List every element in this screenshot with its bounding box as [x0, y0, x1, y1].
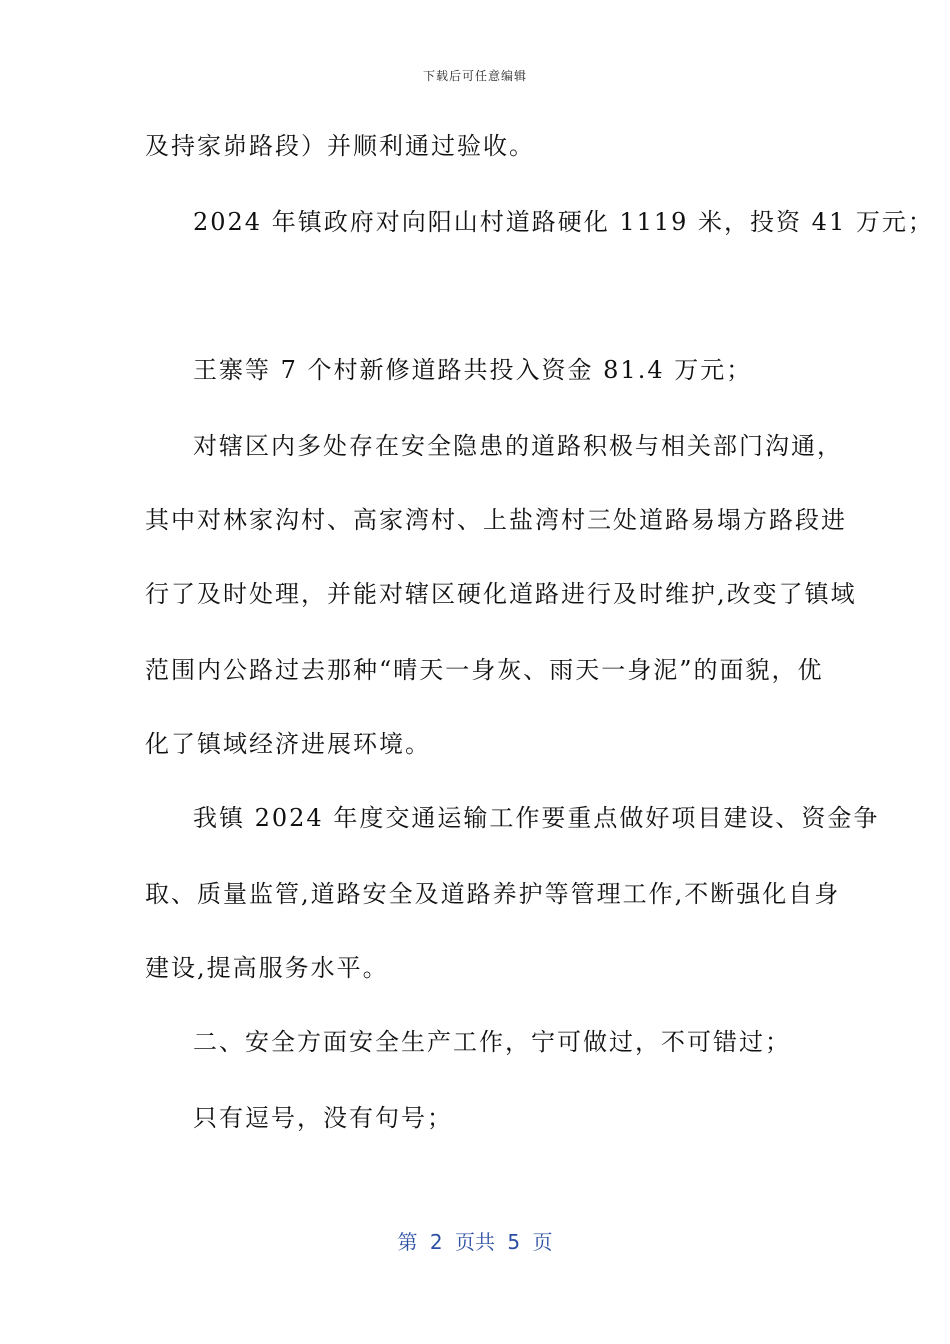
footer-total-pages: 5 — [507, 1230, 521, 1254]
page-footer — [0, 1226, 950, 1255]
footer-prefix: 第 — [397, 1230, 418, 1254]
footer-mid: 页共 — [455, 1230, 495, 1254]
body-line-13: 只有逗号，没有句号； — [193, 1104, 453, 1132]
body-line-10: 取、质量监管,道路安全及道路养护等管理工作,不断强化自身 — [145, 880, 841, 908]
body-line-7: 范围内公路过去那种“晴天一身灰、雨天一身泥”的面貌，优 — [145, 656, 824, 684]
body-line-5: 其中对林家沟村、高家湾村、上盐湾村三处道路易塌方路段进 — [145, 506, 847, 534]
body-line-9: 我镇 2024 年度交通运输工作要重点做好项目建设、资金争 — [193, 804, 880, 832]
body-line-11: 建设,提高服务水平。 — [145, 954, 389, 982]
body-line-4: 对辖区内多处存在安全隐患的道路积极与相关部门沟通， — [193, 432, 843, 460]
body-line-12: 二、安全方面安全生产工作，宁可做过，不可错过； — [193, 1028, 791, 1056]
body-line-2: 2024 年镇政府对向阳山村道路硬化 1119 米，投资 41 万元； — [193, 208, 934, 236]
body-line-6: 行了及时处理，并能对辖区硬化道路进行及时维护,改变了镇域 — [145, 580, 857, 608]
footer-suffix: 页 — [532, 1230, 553, 1254]
footer-page-number: 2 — [429, 1230, 443, 1254]
body-line-1: 及持家峁路段）并顺利通过验收。 — [145, 132, 535, 160]
body-line-3: 王寨等 7 个村新修道路共投入资金 81.4 万元； — [193, 356, 753, 384]
body-line-8: 化了镇域经济进展环境。 — [145, 730, 431, 758]
page-header: 下载后可任意编辑 — [422, 69, 527, 83]
